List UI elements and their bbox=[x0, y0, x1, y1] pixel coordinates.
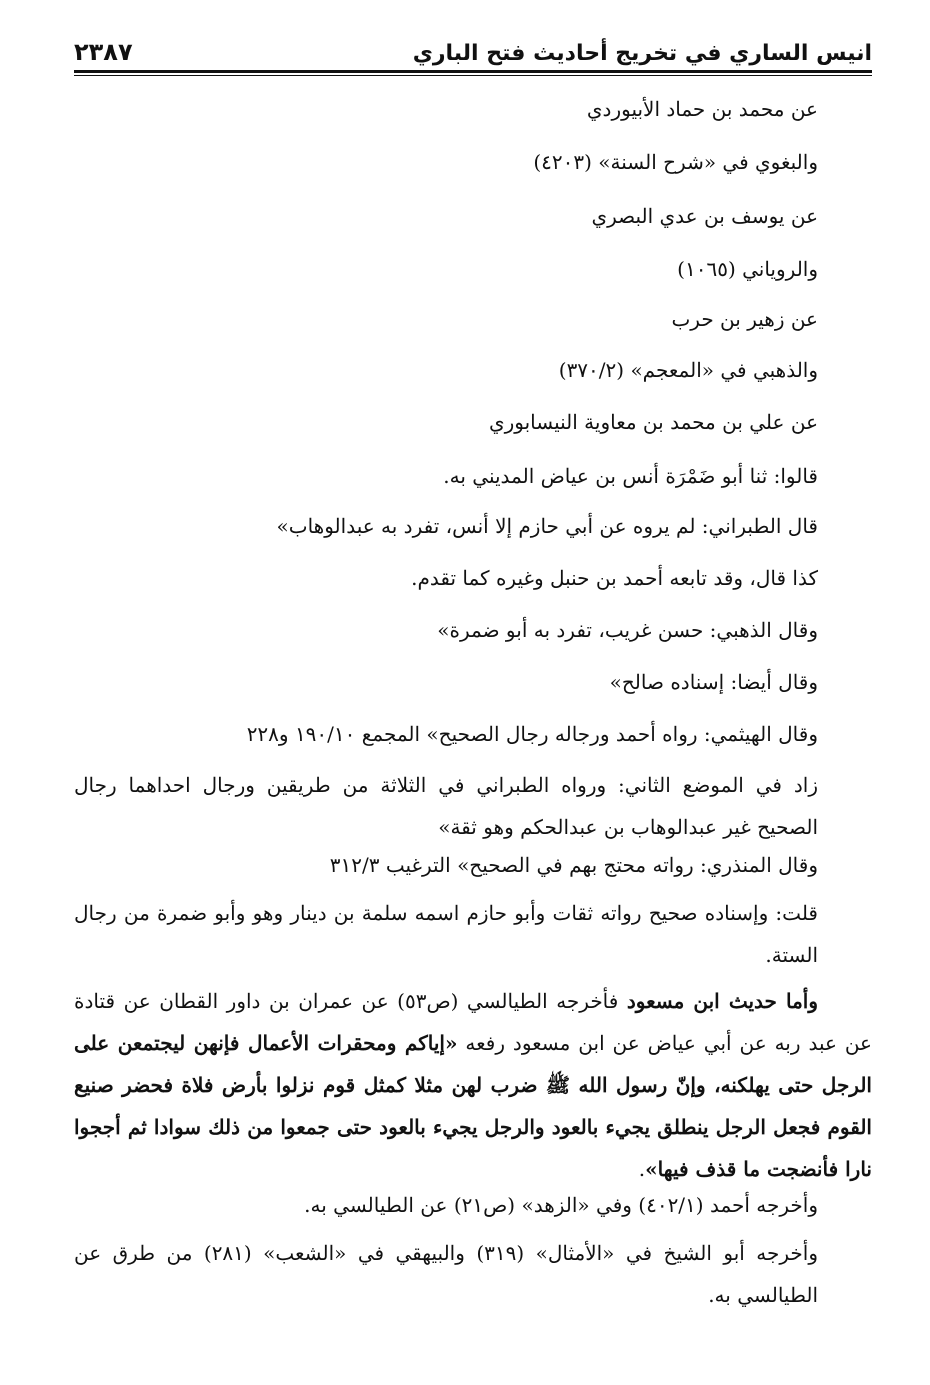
hadith-isnad: فأخرجه الطيالسي (ص٥٣) عن عمران بن داور القطان عن قتادة عن عبد ربه عن أبي عياض عن ابن مسعود رفعه bbox=[74, 989, 872, 1055]
text-line: كذا قال، وقد تابعه أحمد بن حنبل وغيره كما تقدم. bbox=[411, 566, 818, 590]
page-header bbox=[74, 30, 872, 73]
text-line: وأخرجه أحمد (٤٠٢/١) وفي «الزهد» (ص٢١) عن الطيالسي به. bbox=[304, 1193, 818, 1217]
text-line: عن علي بن محمد بن معاوية النيسابوري bbox=[488, 410, 818, 434]
text-line: عن يوسف بن عدي البصري bbox=[591, 204, 818, 228]
text-line: وقال الذهبي: حسن غريب، تفرد به أبو ضمرة» bbox=[437, 618, 818, 642]
text-line: وقال المنذري: رواته محتج بهم في الصحيح» الترغيب ٣١٢/٣ bbox=[329, 853, 818, 877]
header-title: انيس الساري في تخريج أحاديث فتح الباري bbox=[412, 41, 872, 66]
page-number: ٢٣٨٧ bbox=[74, 38, 133, 66]
text-line: وقال أيضا: إسناده صالح» bbox=[609, 670, 818, 694]
text-line: وقال الهيثمي: رواه أحمد ورجاله رجال الصحيح» المجمع ١٩٠/١٠ و٢٢٨ bbox=[246, 722, 818, 746]
hadith-lead: وأما حديث ابن مسعود bbox=[626, 989, 819, 1013]
paragraph: قلت: وإسناده صحيح رواته ثقات وأبو حازم اسمه سلمة بن دينار وهو وأبو ضمرة من رجال الستة. bbox=[74, 901, 818, 967]
text-line: عن زهير بن حرب bbox=[671, 307, 818, 331]
paragraph: زاد في الموضع الثاني: ورواه الطبراني في الثلاثة من طريقين ورجال احداهما رجال الصحيح غير عبدالوهاب بن عبدالحكم وهو ثقة» bbox=[74, 773, 818, 839]
hadith-matn: «إياكم ومحقرات الأعمال فإنهن ليجتمعن على الرجل حتى يهلكنه، وإنّ رسول الله ﷺ ضرب لهن مثلا كمثل قوم نزلوا بأرض فلاة فحضر صنيع القوم فجعل الرجل ينطلق يجيء بالعود والرجل يجيء بالعود حتى جمعوا من ذلك سوادا ثم أججوا نارا فأنضجت ما قذف فيها» bbox=[74, 1031, 872, 1181]
text-line: والبغوي في «شرح السنة» (٤٢٠٣) bbox=[533, 150, 818, 174]
paragraph: وأخرجه أبو الشيخ في «الأمثال» (٣١٩) والبيهقي في «الشعب» (٢٨١) من طرق عن الطيالسي به. bbox=[74, 1241, 818, 1307]
text-line: والروياني (١٠٦٥) bbox=[677, 257, 818, 281]
text-line: والذهبي في «المعجم» (٣٧٠/٢) bbox=[558, 358, 818, 382]
header-rule bbox=[74, 75, 872, 76]
paragraph-hadith bbox=[74, 980, 872, 1190]
text-line: قالوا: ثنا أبو ضَمْرَة أنس بن عياض المديني به. bbox=[443, 464, 818, 488]
hadith-end: . bbox=[638, 1157, 646, 1181]
text-line: قال الطبراني: لم يروه عن أبي حازم إلا أنس، تفرد به عبدالوهاب» bbox=[276, 514, 818, 538]
text-line: عن محمد بن حماد الأبيوردي bbox=[586, 97, 818, 121]
